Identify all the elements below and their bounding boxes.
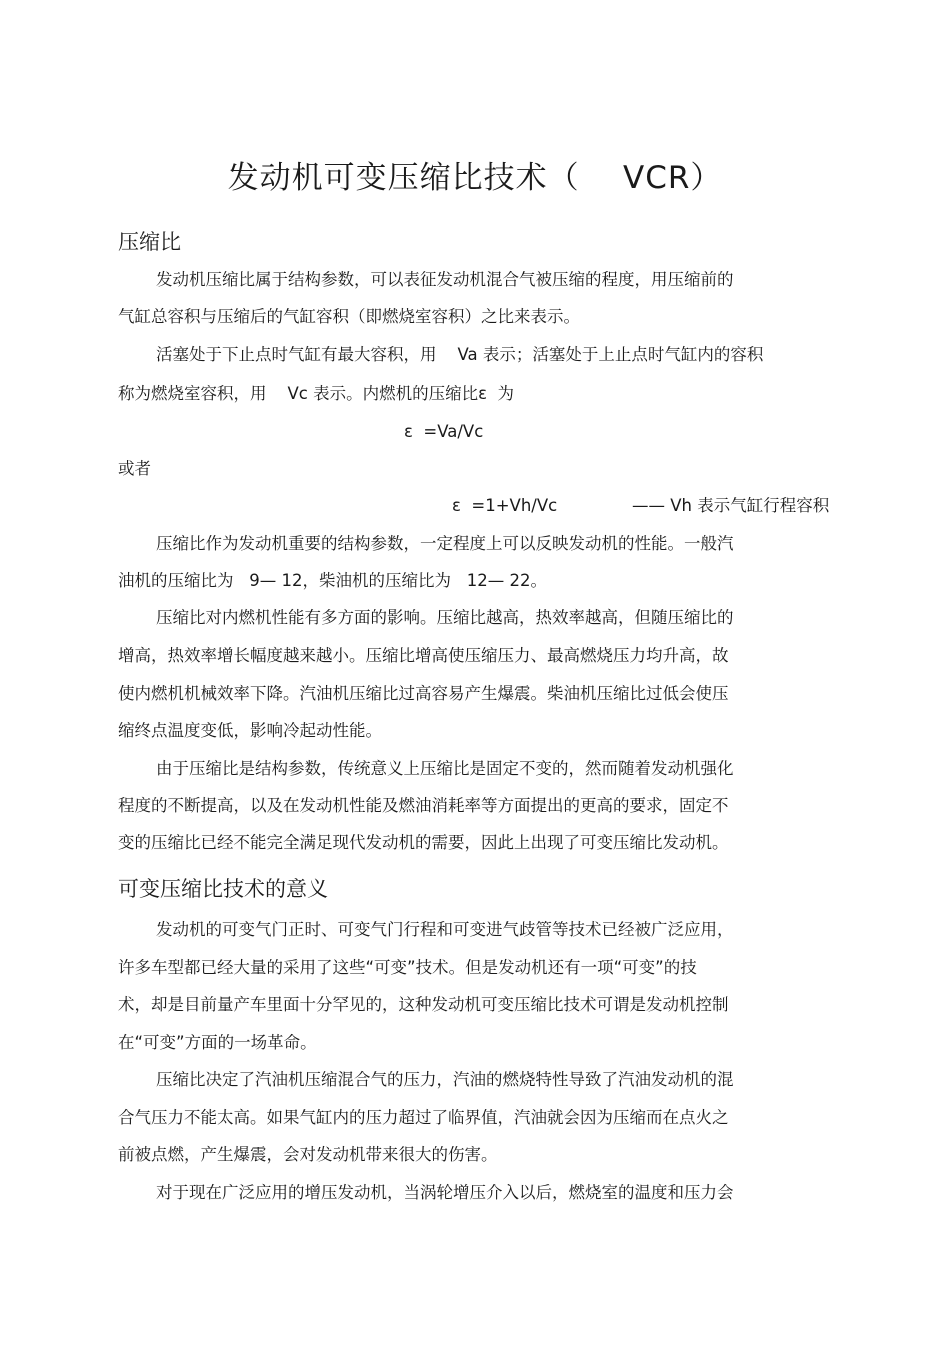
paragraph-line: 前被点燃，产生爆震，会对发动机带来很大的伤害。 [118, 1145, 498, 1164]
paragraph-line: 变的压缩比已经不能完全满足现代发动机的需要，因此上出现了可变压缩比发动机。 [118, 833, 729, 852]
paragraph-line: 对于现在广泛应用的增压发动机，当涡轮增压介入以后，燃烧室的温度和压力会 [156, 1183, 734, 1202]
paragraph-line: 活塞处于下止点时气缸有最大容积，用 Va 表示；活塞处于上止点时气缸内的容积 [156, 345, 764, 364]
paragraph-line: 许多车型都已经大量的采用了这些“可变”技术。但是发动机还有一项“可变”的技 [118, 958, 697, 977]
paragraph-line: 压缩比决定了汽油机压缩混合气的压力，汽油的燃烧特性导致了汽油发动机的混 [156, 1070, 734, 1089]
document-title: 发动机可变压缩比技术（ VCR） [227, 160, 723, 196]
paragraph-line: 使内燃机机械效率下降。汽油机压缩比过高容易产生爆震。柴油机压缩比过低会使压 [118, 684, 729, 703]
paragraph-line: 压缩比作为发动机重要的结构参数，一定程度上可以反映发动机的性能。一般汽 [156, 534, 734, 553]
paragraph-line: 发动机压缩比属于结构参数，可以表征发动机混合气被压缩的程度，用压缩前的 [156, 270, 734, 289]
paragraph-line: 油机的压缩比为 9— 12，柴油机的压缩比为 12— 22。 [118, 571, 547, 590]
formula: ε =1+Vh/Vc [452, 496, 558, 515]
paragraph-line: 程度的不断提高，以及在发动机性能及燃油消耗率等方面提出的更高的要求，固定不 [118, 796, 729, 815]
paragraph-line: 由于压缩比是结构参数，传统意义上压缩比是固定不变的，然而随着发动机强化 [156, 759, 734, 778]
section-heading: 压缩比 [118, 230, 181, 254]
formula: ε =Va/Vc [404, 422, 484, 441]
paragraph-line: 压缩比对内燃机性能有多方面的影响。压缩比越高，热效率越高，但随压缩比的 [156, 608, 734, 627]
paragraph-line: 合气压力不能太高。如果气缸内的压力超过了临界值，汽油就会因为压缩而在点火之 [118, 1108, 729, 1127]
paragraph-line: 缩终点温度变低，影响冷起动性能。 [118, 721, 382, 740]
paragraph-line: 增高，热效率增长幅度越来越小。压缩比增高使压缩压力、最高燃烧压力均升高，故 [118, 646, 729, 665]
paragraph-line: 称为燃烧室容积，用 Vc 表示。内燃机的压缩比ε 为 [118, 384, 514, 403]
paragraph-line: 发动机的可变气门正时、可变气门行程和可变进气歧管等技术已经被广泛应用， [156, 920, 734, 939]
formula-note: —— Vh 表示气缸行程容积 [632, 496, 830, 515]
paragraph-line: 术，却是目前量产车里面十分罕见的，这种发动机可变压缩比技术可谓是发动机控制 [118, 995, 729, 1014]
paragraph-line: 或者 [118, 459, 151, 478]
paragraph-line: 在“可变”方面的一场革命。 [118, 1033, 317, 1052]
paragraph-line: 气缸总容积与压缩后的气缸容积（即燃烧室容积）之比来表示。 [118, 307, 580, 326]
section-heading: 可变压缩比技术的意义 [118, 877, 328, 901]
